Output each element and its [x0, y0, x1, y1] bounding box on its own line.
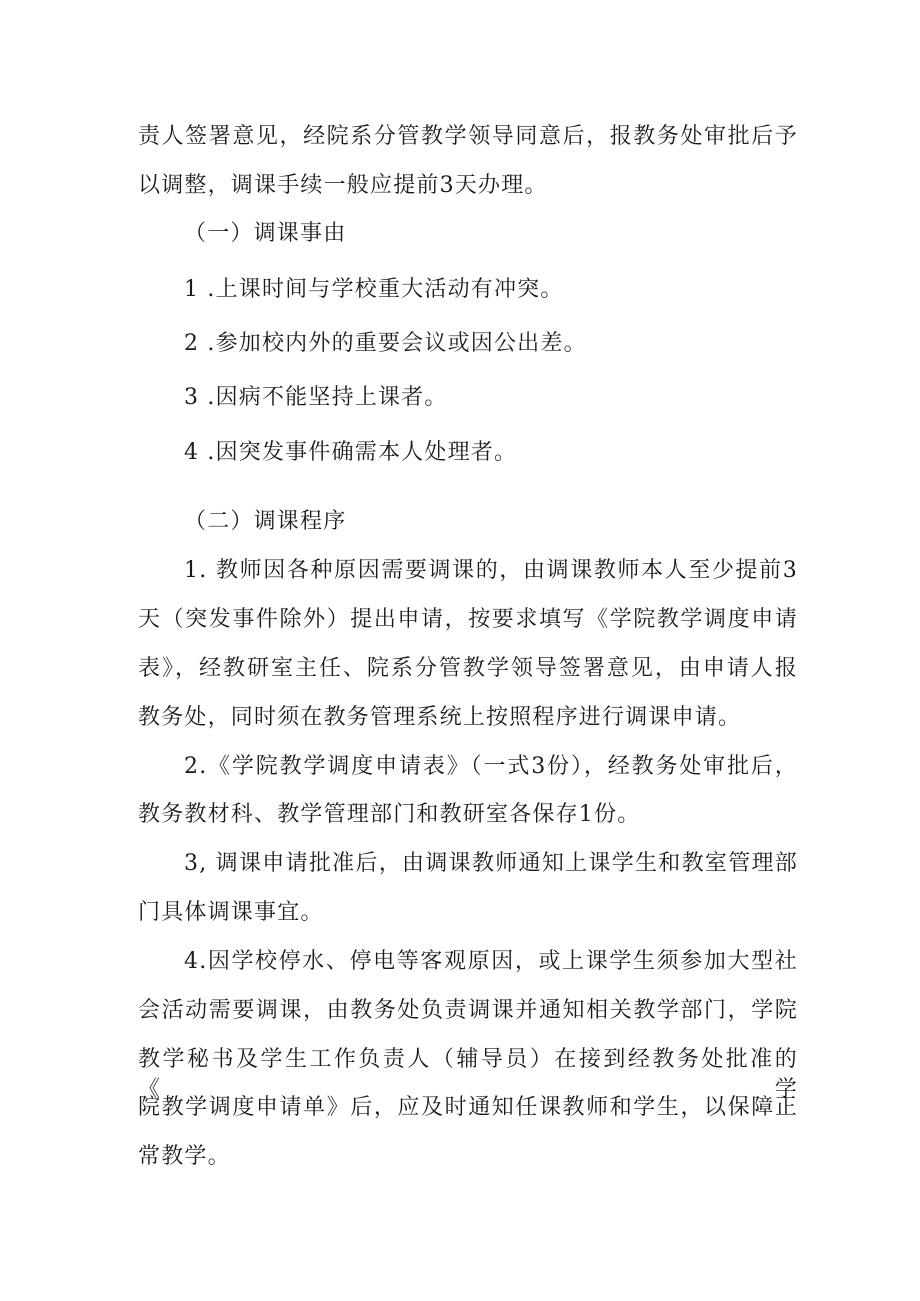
list-item: 1 .上课时间与学校重大活动有冲突。 — [184, 277, 564, 302]
paragraph-line: 天（突发事件除外）提出申请，按要求填写《学院教学调度申请 — [138, 607, 798, 632]
paragraph-line: 院教学调度申请单》后，应及时通知任课教师和学生，以保障正 — [138, 1095, 798, 1120]
section-heading: （二）调课程序 — [184, 509, 347, 534]
paragraph-line: 教务处，同时须在教务管理系统上按照程序进行调课申请。 — [138, 705, 742, 730]
paragraph-line: 1. 教师因各种原因需要调课的，由调课教师本人至少提前3 — [184, 558, 798, 583]
paragraph-line: 表》，经教研室主任、院系分管教学领导签署意见，由申请人报 — [138, 656, 798, 681]
paragraph-line: 门具体调课事宜。 — [138, 900, 324, 925]
paragraph-line: 以调整，调课手续一般应提前3天办理。 — [138, 173, 548, 198]
paragraph-line: 会活动需要调课，由教务处负责调课并通知相关教学部门，学院 — [138, 998, 798, 1023]
paragraph-line: 4.因学校停水、停电等客观原因，或上课学生须参加大型社 — [184, 949, 798, 974]
section-heading: （一）调课事由 — [184, 221, 347, 246]
paragraph-line: 教学秘书及学生工作负责人（辅导员）在接到经教务处批准的《学 — [138, 1047, 798, 1102]
paragraph-line: 常教学。 — [138, 1144, 231, 1169]
paragraph-line: 责人签署意见，经院系分管教学领导同意后，报教务处审批后予 — [138, 124, 798, 149]
list-item: 4 .因突发事件确需本人处理者。 — [184, 440, 518, 465]
list-item: 3 .因病不能坚持上课者。 — [184, 385, 448, 410]
list-item: 2 .参加校内外的重要会议或因公出差。 — [184, 331, 587, 356]
paragraph-line: 3, 调课申请批准后，由调课教师通知上课学生和教室管理部 — [184, 851, 798, 876]
paragraph-line: 教务教材科、教学管理部门和教研室各保存1份。 — [138, 802, 641, 827]
paragraph-line: 2.《学院教学调度申请表》（一式3份），经教务处审批后， — [184, 754, 798, 779]
